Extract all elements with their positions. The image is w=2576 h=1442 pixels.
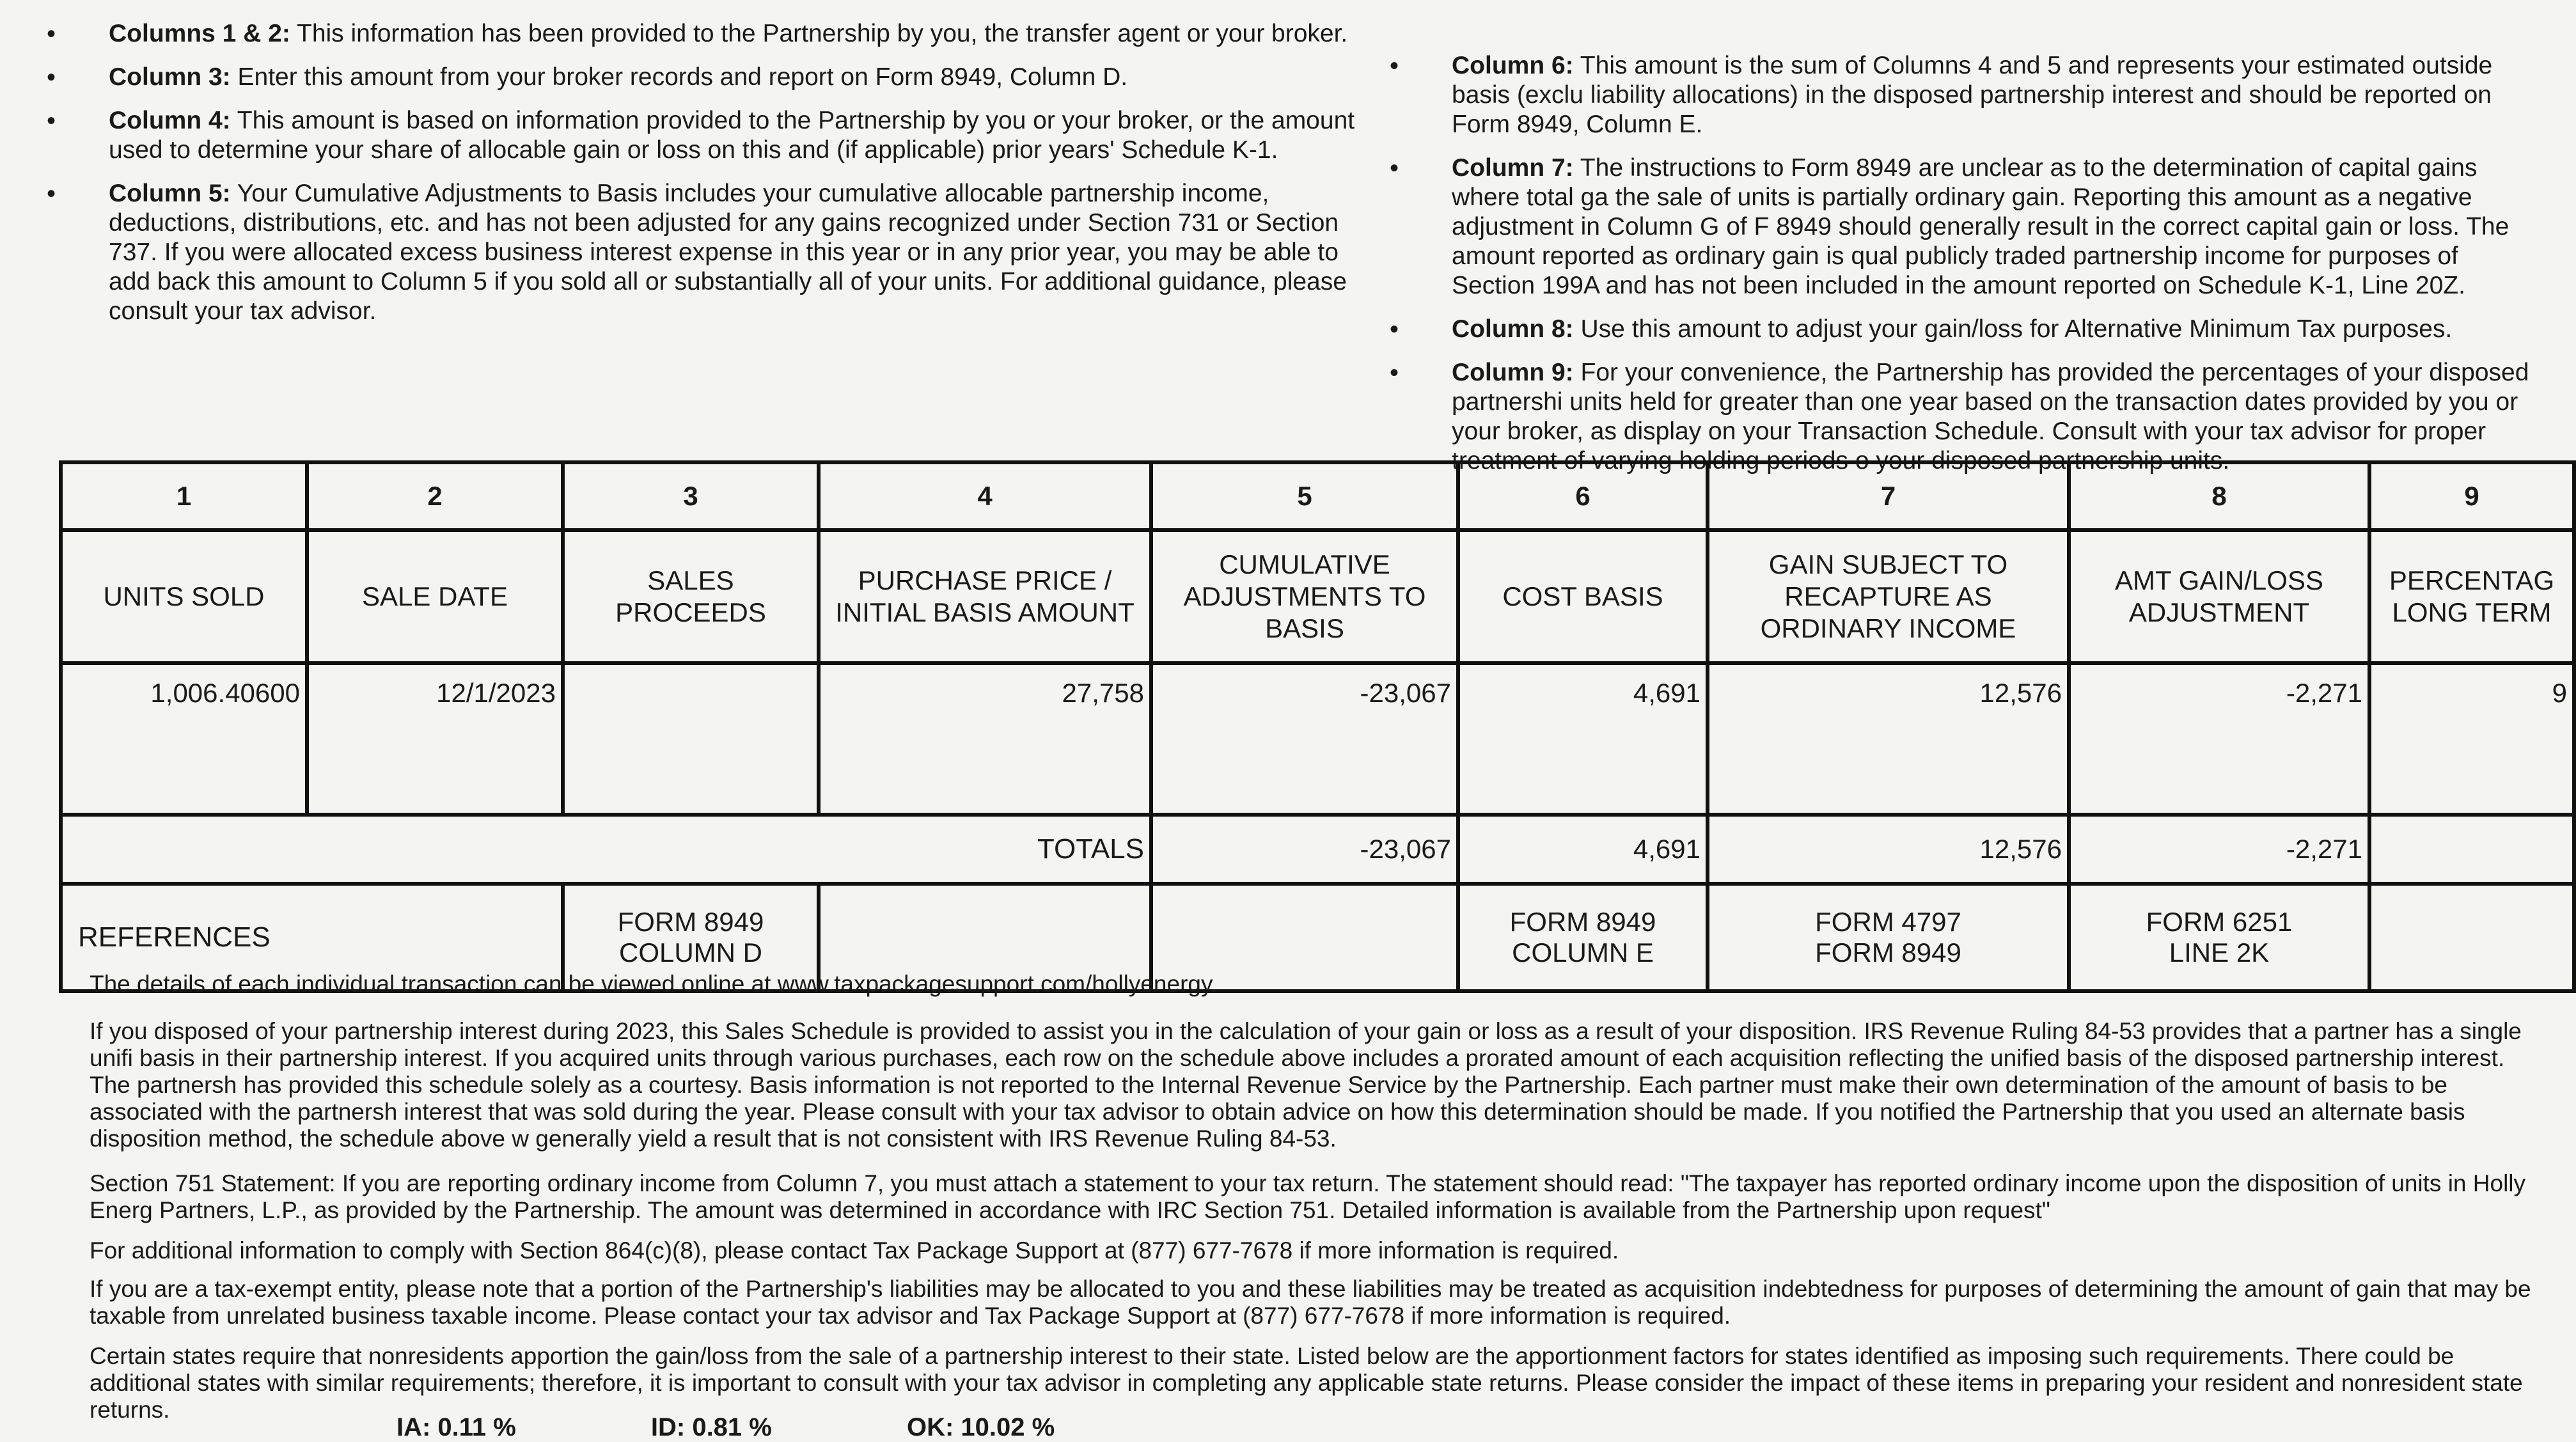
note-text: Use this amount to adjust your gain/loss for Alternative Minimum Tax purposes. (1573, 315, 2453, 343)
bullet-icon: • (1389, 359, 1399, 387)
note-label: Column 4: (109, 107, 231, 134)
column-number: 2 (307, 462, 563, 530)
purchase-price-cell: 27,758 (819, 663, 1151, 815)
column-header: CUMULATIVE ADJUSTMENTS TO BASIS (1151, 530, 1458, 663)
sale-date-cell: 12/1/2023 (307, 663, 563, 815)
column-number: 9 (2369, 462, 2574, 530)
sales-proceeds-cell (563, 663, 819, 815)
details-online-paragraph: The details of each individual transaction can be viewed online at www.taxpackagesupport.com/hollyenergy. (90, 971, 1218, 997)
bullet-icon: • (46, 107, 56, 135)
totals-cumulative-adjustments: -23,067 (1151, 815, 1458, 884)
column-header: SALES PROCEEDS (563, 530, 819, 663)
totals-percentage (2369, 815, 2574, 884)
section-751-paragraph: Section 751 Statement: If you are reporting ordinary income from Column 7, you must attach a statement to your tax return. The statement should read: "The taxpayer has reported ordinary income upon the disposition of units in Holly Energ Partners, L.P., as provided by the Partnership. The amount was determined in accordance with IRC Section 751. Detailed information is available from the Partnership upon request" (90, 1170, 2526, 1223)
units-sold-cell: 1,006.40600 (61, 663, 307, 815)
totals-row (61, 815, 2574, 884)
state-factor: OK: 10.02 % (906, 1413, 1055, 1441)
note-label: Column 5: (109, 180, 231, 207)
note-text: This information has been provided to the Partnership by you, the transfer agent or your broker. (290, 20, 1348, 47)
column-header: SALE DATE (307, 530, 563, 663)
reference-cost-basis: FORM 8949 COLUMN E (1458, 884, 1708, 991)
column-header: AMT GAIN/LOSS ADJUSTMENT (2069, 530, 2369, 663)
cumulative-adjustments-cell: -23,067 (1151, 663, 1458, 815)
column-number-row (61, 462, 2574, 530)
column-number: 7 (1708, 462, 2069, 530)
reference-line: FORM 4797 (1815, 907, 1961, 937)
note-label: Column 9: (1452, 359, 1574, 386)
totals-cost-basis: 4,691 (1458, 815, 1708, 884)
disposal-paragraph: If you disposed of your partnership interest during 2023, this Sales Schedule is provided to assist you in the calculation of your gain or loss as a result of your disposition. IRS Revenue Ruling 84-53 provides that a partner has a single unifi basis in their partnership interest. If you acquired units through various purchases, each row on the schedule above includes a prorated amount of each acquisition reflecting the unified basis of the disposed partnership interest. The partnersh has provided this schedule solely as a courtesy. Basis information is not reported to the Internal Revenue Service by the Partnership. Each partner must make their own determination of the amount of basis to be associated with the partnersh interest that was sold during the year. Please consult with your tax advisor to obtain advice on how this determination should be made. If you notified the Partnership that you used an alternate basis disposition method, the schedule above w generally yield a result that is not consistent with IRS Revenue Ruling 84-53. (90, 1018, 2522, 1152)
state-factors-row (397, 1413, 1182, 1442)
reference-line: FORM 8949 (1815, 937, 1961, 968)
note-text: Your Cumulative Adjustments to Basis includes your cumulative allocable partnership income, deductions, distributions, etc. and has not been adjusted for any gains recognized under Section 731 or Section 737. If you were allocated excess business interest expense in this year or in any prior year, you may be able to add back this amount to Column 5 if you sold all or substantially all of your units. For additional guidance, please consult your tax advisor. (109, 180, 1347, 325)
column-header-row (61, 530, 2574, 663)
table-row (61, 663, 2574, 815)
note-label: Column 3: (109, 63, 231, 91)
sales-schedule-table (59, 460, 2576, 993)
reference-sales-proceeds: FORM 8949 COLUMN D (563, 884, 819, 991)
reference-line: FORM 6251 (2146, 907, 2293, 937)
column-header: GAIN SUBJECT TO RECAPTURE AS ORDINARY INCOME (1708, 530, 2069, 663)
note-text: For your convenience, the Partnership has provided the percentages of your disposed partnershi units held for greater than one year based on the transaction dates provided by you or your broker, as display on your Transaction Schedule. Consult with your tax advisor for proper treatment of varying holding periods o your disposed partnership units. (1452, 359, 2529, 474)
note-label: Column 7: (1452, 154, 1574, 182)
note-column-5 (38, 179, 1375, 326)
state-factor: ID: 0.81 % (650, 1413, 772, 1441)
column-header: PURCHASE PRICE / INITIAL BASIS AMOUNT (819, 530, 1151, 663)
percentage-long-term-cell: 9 (2369, 663, 2574, 815)
column-number: 3 (563, 462, 819, 530)
bullet-icon: • (1389, 315, 1399, 343)
references-label: REFERENCES (61, 884, 563, 991)
right-notes-column (1381, 51, 2545, 490)
note-text: The instructions to Form 8949 are unclear as to the determination of capital gains where total ga the sale of units is partially ordinary gain. Reporting this amount as a negative adjustment in Column G of F 8949 should generally result in the correct capital gain or loss. The amount reported as ordinary gain is qual publicly traded partnership income for purposes of Section 199A and has not been included in the amount reported on Schedule K-1, Line 20Z. (1452, 154, 2509, 299)
column-number: 5 (1151, 462, 1458, 530)
amt-adjustment-cell: -2,271 (2069, 663, 2369, 815)
state-apportionment-paragraph: Certain states require that nonresidents apportion the gain/loss from the sale of a partnership interest to their state. Listed below are the apportionment factors for states identified as imposing such requirements. There could be additional states with similar requirements; therefore, it is important to consult with your tax advisor in completing any applicable state returns. Please consider the impact of these items in preparing your resident and nonresident state returns. (90, 1343, 2523, 1423)
reference-line: LINE 2K (2169, 937, 2270, 968)
column-number: 1 (61, 462, 307, 530)
totals-amt-adjustment: -2,271 (2069, 815, 2369, 884)
note-column-4 (38, 106, 1375, 165)
column-header: UNITS SOLD (61, 530, 307, 663)
note-label: Columns 1 & 2: (109, 20, 290, 47)
column-number: 6 (1458, 462, 1708, 530)
note-column-9 (1381, 358, 2545, 476)
note-column-3 (38, 63, 1375, 92)
tax-exempt-paragraph: If you are a tax-exempt entity, please note that a portion of the Partnership's liabilities may be allocated to you and these liabilities may be treated as acquisition indebtedness for purposes of determining the amount of gain that may be taxable from unrelated business taxable income. Please contact your tax advisor and Tax Package Support at (877) 677-7678 if more information is required. (90, 1276, 2531, 1329)
column-header: COST BASIS (1458, 530, 1708, 663)
note-column-7 (1381, 153, 2545, 301)
note-column-6 (1381, 51, 2545, 139)
bullet-icon: • (46, 20, 56, 48)
column-number: 4 (819, 462, 1151, 530)
totals-label: TOTALS (61, 815, 1151, 884)
left-notes-column (38, 19, 1375, 340)
state-factor: IA: 0.11 % (397, 1413, 516, 1441)
column-number: 8 (2069, 462, 2369, 530)
gain-recapture-cell: 12,576 (1708, 663, 2069, 815)
column-header: PERCENTAG LONG TERM (2369, 530, 2574, 663)
note-label: Column 8: (1452, 315, 1574, 343)
note-columns-1-2 (38, 19, 1375, 49)
bullet-icon: • (1389, 52, 1399, 80)
bullet-icon: • (1389, 154, 1399, 182)
note-label: Column 6: (1452, 52, 1574, 79)
note-column-8 (1381, 315, 2545, 344)
bullet-icon: • (46, 180, 56, 208)
totals-gain-recapture: 12,576 (1708, 815, 2069, 884)
section-864-paragraph: For additional information to comply with Section 864(c)(8), please contact Tax Package Support at (877) 677-7678 if more information is required. (90, 1237, 1619, 1264)
bullet-icon: • (46, 63, 56, 91)
note-text: This amount is the sum of Columns 4 and 5 and represents your estimated outside basis (exclu liability allocations) in the disposed partnership interest and should be reported on Form 8949, Column E. (1452, 52, 2493, 138)
cost-basis-cell: 4,691 (1458, 663, 1708, 815)
note-text: This amount is based on information provided to the Partnership by you or your broker, or the amount used to determine your share of allocable gain or loss on this and (if applicable) prior years' Schedule K-1. (109, 107, 1355, 164)
note-text: Enter this amount from your broker records and report on Form 8949, Column D. (230, 63, 1128, 91)
